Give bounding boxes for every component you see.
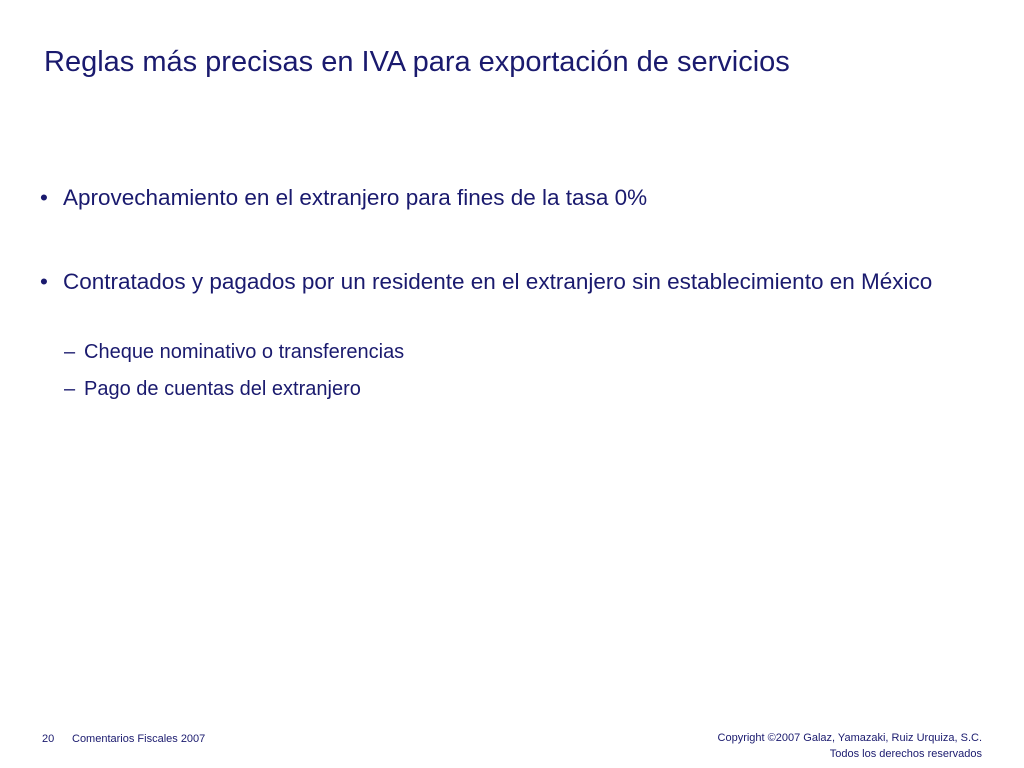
copyright-notice: Copyright ©2007 Galaz, Yamazaki, Ruiz Urquiza, S.C. bbox=[717, 732, 982, 744]
sub-bullet-marker: – bbox=[64, 378, 76, 400]
bullet-item bbox=[40, 267, 980, 296]
bullet-marker: • bbox=[40, 269, 48, 294]
sub-bullet-item bbox=[64, 376, 964, 402]
footer-title: Comentarios Fiscales 2007 bbox=[72, 733, 206, 745]
sub-bullet-text: Cheque nominativo o transferencias bbox=[84, 341, 405, 363]
bullet-text: Contratados y pagados por un residente en el extranjero sin establecimiento en México bbox=[63, 269, 933, 294]
slide-title: Reglas más precisas en IVA para exportación de servicios bbox=[44, 46, 790, 78]
bullet-item bbox=[40, 183, 980, 212]
bullet-marker: • bbox=[40, 185, 48, 210]
page-number: 20 bbox=[42, 733, 55, 745]
sub-bullet-text: Pago de cuentas del extranjero bbox=[84, 378, 361, 400]
rights-notice: Todos los derechos reservados bbox=[829, 748, 982, 760]
sub-bullet-item bbox=[64, 339, 964, 365]
sub-bullet-marker: – bbox=[64, 341, 76, 363]
bullet-text: Aprovechamiento en el extranjero para fines de la tasa 0% bbox=[63, 185, 648, 210]
